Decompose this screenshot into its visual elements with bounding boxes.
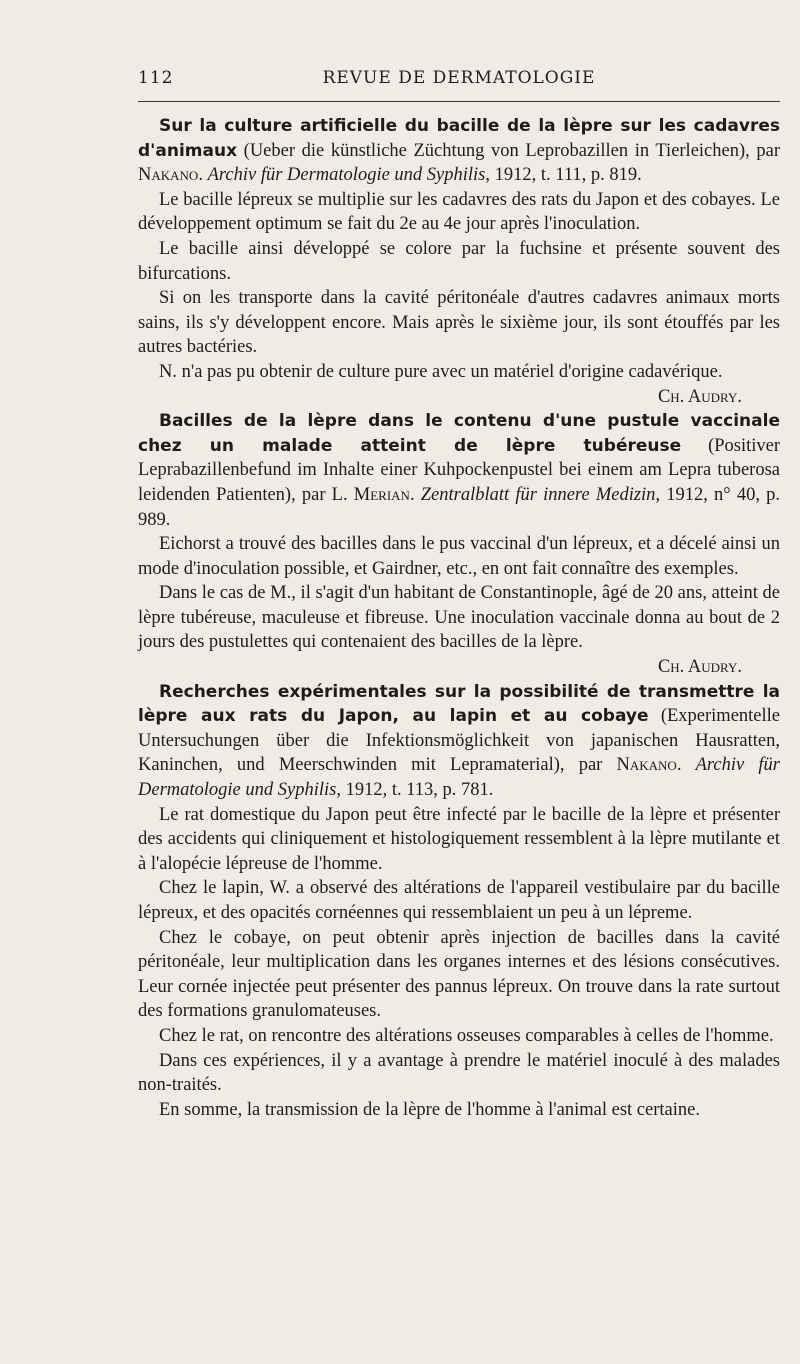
article-2-reference: (Positiver Leprabazillenbefund im Inhalte einer Kuhpockenpustel bei einem am Lepra tuberosa leidenden Patienten), par L. bbox=[138, 435, 781, 505]
article-2-signature-row bbox=[138, 655, 780, 680]
article-1-title: Sur la culture artificielle du bacille de la lèpre sur les cadavres d'animaux bbox=[138, 116, 780, 161]
article-3-citation: , 1912, t. 113, p. 781. bbox=[336, 780, 494, 801]
article-3-title: Recherches expérimentales sur la possibilité de transmettre la lèpre aux rats du Japon, au lapin et au cobaye bbox=[138, 681, 780, 727]
article-3-paragraph: Le rat domestique du Japon peut être infecté par le bacille de la lèpre et présenter des accidents qui cliniquement et histologiquement ressemblent à la lèpre mutilante et à l'alopécie lépreuse de l'homme. bbox=[138, 804, 780, 874]
article-3-journal: Archiv für Dermatologie und Syphilis bbox=[138, 755, 780, 801]
article-3-paragraph: Chez le cobaye, on peut obtenir après injection de bacilles dans la cavité péritonéale, leur multiplication dans les organes internes et des lésions consécutives. Leur cornée injectée peut présenter des pannus lépreux. On trouve dans la rate surtout des formations granulomateuses. bbox=[138, 927, 780, 1022]
article-3-heading bbox=[138, 680, 780, 803]
article-2-paragraph: Eichorst a trouvé des bacilles dans le pus vaccinal d'un lépreux, et a décelé ainsi un mode d'inoculation possible, et Gairdner, etc., en ont fait connaître des exemples. bbox=[138, 534, 780, 579]
article-1-paragraph: Le bacille lépreux se multiplie sur les cadavres des rats du Japon et des cobayes. Le développement optimum se fait du 2e au 4e jour après l'inoculation. bbox=[138, 189, 780, 235]
page-number: 112 bbox=[138, 68, 174, 88]
article-1-signature-row bbox=[138, 385, 780, 410]
article-1-paragraph: N. n'a pas pu obtenir de culture pure avec un matériel d'origine cadavérique. bbox=[159, 361, 723, 382]
article-3-paragraph: Chez le rat, on rencontre des altérations osseuses comparables à celles de l'homme. bbox=[159, 1025, 774, 1046]
article-1-heading bbox=[138, 114, 780, 188]
article-1-journal: Archiv für Dermatologie und Syphilis bbox=[207, 165, 486, 186]
article-2-journal: Zentralblatt für innere Medizin bbox=[420, 484, 656, 505]
article-1-dot: . bbox=[198, 165, 203, 186]
article-2-author: Merian bbox=[353, 484, 410, 505]
article-3-dot: . bbox=[676, 755, 682, 776]
article-1-author: Nakano bbox=[138, 165, 199, 186]
article-2-signature: Ch. Audry. bbox=[657, 657, 742, 678]
article-1-citation: , 1912, t. 111, p. 819. bbox=[485, 165, 642, 186]
article-2-dot: . bbox=[409, 484, 415, 505]
article-3-reference: (Experimentelle Untersuchungen über die Infektionsmöglichkeit von japanischen Hausratten, Kaninchen, und Meerschwinden mit Lepramaterial), par bbox=[138, 706, 780, 776]
article-2-citation: , 1912, n° 40, p. 989. bbox=[138, 484, 781, 530]
article-1-reference: (Ueber die künstliche Züchtung von Leprobazillen in Tierleichen), par bbox=[243, 140, 780, 161]
running-title: REVUE DE DERMATOLOGIE bbox=[322, 68, 596, 88]
page-header bbox=[138, 64, 780, 92]
article-1-paragraph: Le bacille ainsi développé se colore par la fuchsine et présente souvent des bifurcations. bbox=[138, 238, 780, 284]
article-2-heading bbox=[138, 409, 780, 532]
article-1-signature: Ch. Audry. bbox=[657, 386, 742, 407]
article-body bbox=[138, 114, 780, 1122]
article-2-paragraph: Dans le cas de M., il s'agit d'un habitant de Constantinople, âgé de 20 ans, atteint de lèpre tubéreuse, maculeuse et fibreuse. Une inoculation vaccinale donna au bout de 2 jours des pustulettes qui contenaient des bacilles de la lèpre. bbox=[138, 583, 780, 653]
article-3-paragraph: En somme, la transmission de la lèpre de l'homme à l'animal est certaine. bbox=[159, 1099, 700, 1120]
article-1-paragraph: Si on les transporte dans la cavité péritonéale d'autres cadavres animaux morts sains, ils s'y développent encore. Mais après le sixième jour, ils sont étouffés par les autres bactéries. bbox=[138, 288, 780, 358]
article-2-title: Bacilles de la lèpre dans le contenu d'une pustule vaccinale chez un malade atteint de lèpre tubéreuse bbox=[138, 411, 780, 456]
article-3-author: Nakano bbox=[616, 755, 677, 776]
article-3-paragraph: Dans ces expériences, il y a avantage à prendre le matériel inoculé à des malades non-traités. bbox=[138, 1050, 780, 1096]
header-rule bbox=[138, 101, 780, 102]
article-3-paragraph: Chez le lapin, W. a observé des altérations de l'appareil vestibulaire par du bacille lépreux, et des opacités cornéennes qui ressemblaient un peu à un lépreme. bbox=[138, 878, 780, 923]
